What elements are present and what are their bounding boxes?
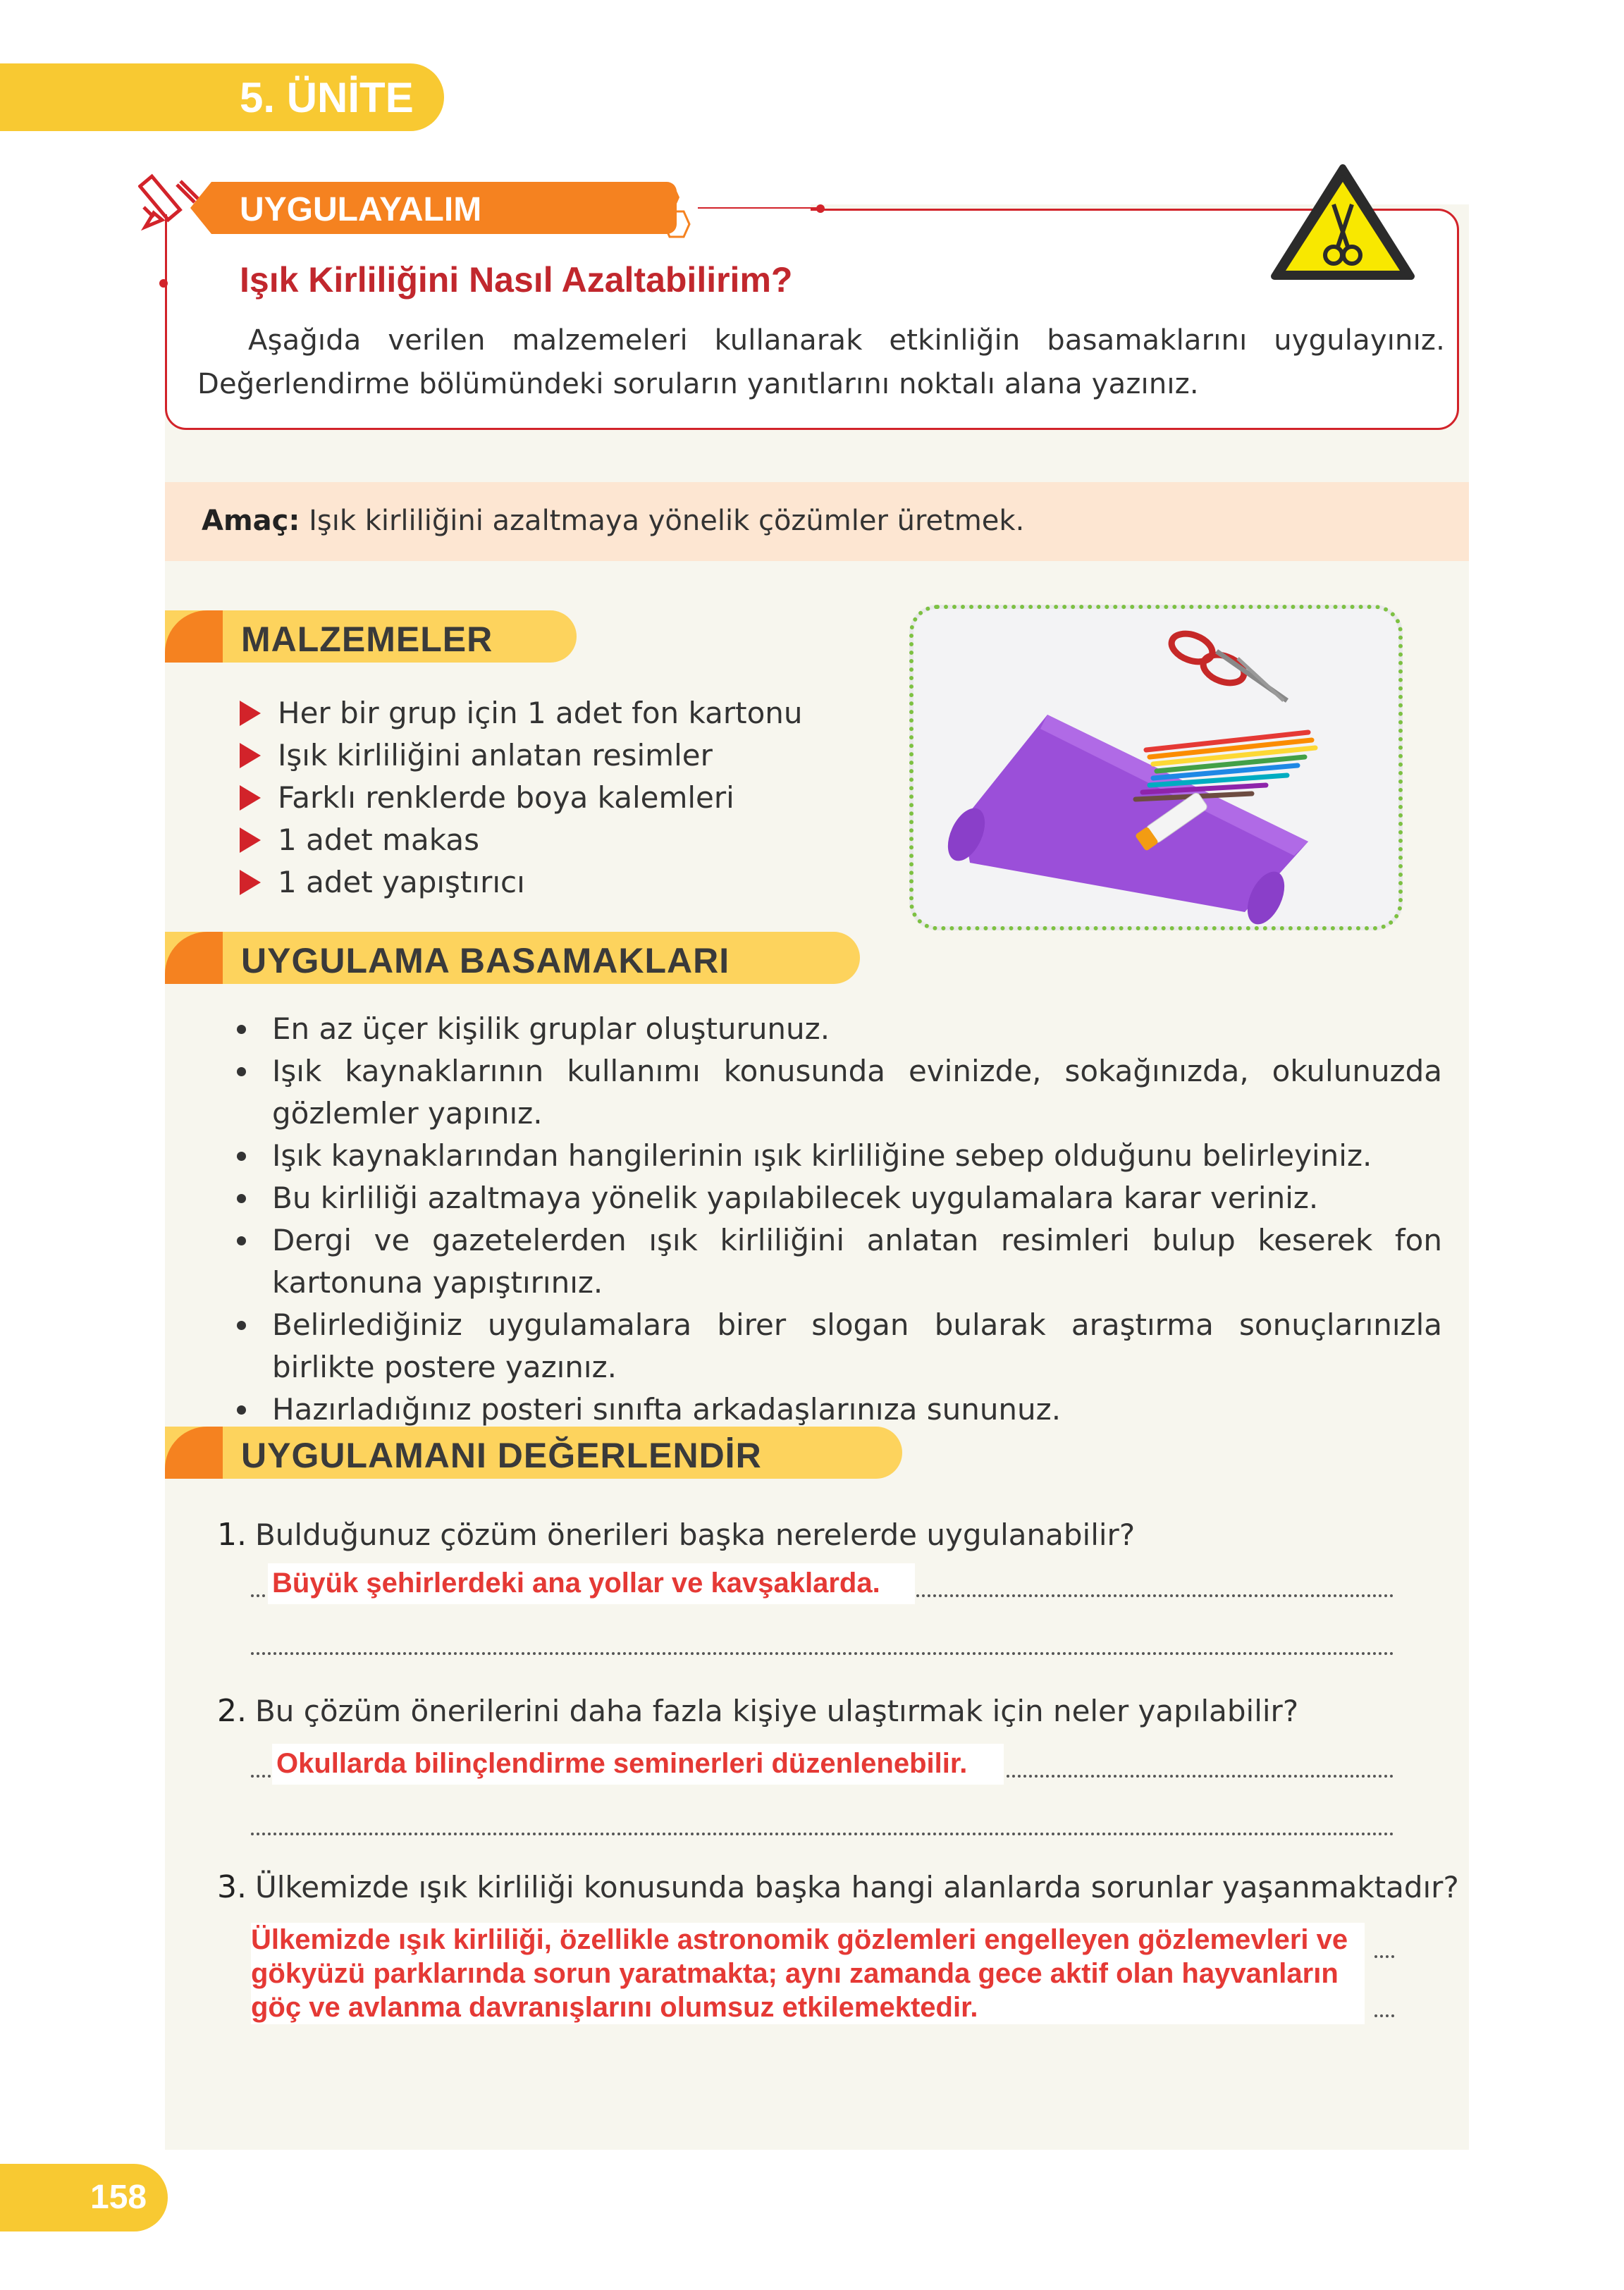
- question-2: [217, 1693, 1298, 1729]
- materials-list: [240, 692, 803, 904]
- answer-1: Büyük şehirlerdeki ana yollar ve kavşaklarda.: [272, 1568, 880, 1599]
- triangle-bullet-icon: [240, 785, 261, 811]
- question-number: 3.: [217, 1869, 247, 1905]
- list-item: Dergi ve gazetelerden ışık kirliliğini anlatan resimleri bulup keserek fon kartonuna yapıştırınız.: [237, 1219, 1442, 1304]
- materials-heading-label: MALZEMELER: [241, 620, 493, 659]
- question-1: [217, 1517, 1135, 1553]
- list-item: Belirlediğiniz uygulamalara birer slogan bularak araştırma sonuçlarınızla birlikte postere yazınız.: [237, 1304, 1442, 1389]
- materials-photo: [909, 605, 1403, 930]
- evaluation-heading: [165, 1427, 902, 1479]
- activity-tag: [211, 182, 677, 234]
- answer-3: Ülkemizde ışık kirliliği, özellikle astronomik gözlemleri engelleyen gözlemevleri ve gökyüzü parklarında sorun yaratmakta; aynı zamanda gece aktif olan hayvanların göç ve avlanma davranışlarını olumsuz etkilemektedir.: [251, 1923, 1365, 2024]
- unit-label: 5. ÜNİTE: [240, 74, 414, 121]
- list-item: Hazırladığınız posteri sınıfta arkadaşlarınıza sununuz.: [237, 1389, 1442, 1431]
- page-number-tab: [0, 2164, 168, 2231]
- steps-list: [237, 1008, 1442, 1431]
- aim-label: Amaç:: [202, 505, 300, 537]
- steps-heading-label: UYGULAMA BASAMAKLARI: [241, 941, 730, 980]
- question-text: Ülkemizde ışık kirliliği konusunda başka hangi alanlarda sorunlar yaşanmaktadır?: [254, 1870, 1459, 1904]
- triangle-bullet-icon: [240, 827, 261, 853]
- question-number: 1.: [217, 1517, 247, 1553]
- question-text: Bu çözüm önerilerini daha fazla kişiye ulaştırmak için neler yapılabilir?: [254, 1694, 1299, 1728]
- evaluation-heading-label: UYGULAMANI DEĞERLENDİR: [241, 1436, 762, 1475]
- list-item: 1 adet yapıştırıcı: [240, 861, 803, 904]
- activity-tag-label: UYGULAYALIM: [240, 191, 482, 228]
- question-3: [217, 1869, 1459, 1905]
- question-number: 2.: [217, 1693, 247, 1729]
- list-item: En az üçer kişilik gruplar oluşturunuz.: [237, 1008, 1442, 1050]
- question-text: Bulduğunuz çözüm önerileri başka nerelerde uygulanabilir?: [254, 1518, 1136, 1552]
- scissors-warning-icon: [1269, 162, 1417, 282]
- aim-text: Işık kirliliğini azaltmaya yönelik çözümler üretmek.: [309, 505, 1025, 537]
- activity-instructions: Aşağıda verilen malzemeleri kullanarak etkinliğin basamaklarını uygulayınız. Değerlendirme bölümündeki soruların yanıtlarını noktalı alana yazınız.: [197, 324, 1445, 400]
- list-item: Her bir grup için 1 adet fon kartonu: [240, 692, 803, 734]
- hexagon-decoration-icon: [653, 183, 681, 211]
- list-item: Işık kaynaklarından hangilerinin ışık kirliliğine sebep olduğunu belirleyiniz.: [237, 1135, 1442, 1177]
- list-item: Bu kirliliği azaltmaya yönelik yapılabilecek uygulamalara karar veriniz.: [237, 1177, 1442, 1219]
- triangle-bullet-icon: [240, 701, 261, 726]
- triangle-bullet-icon: [240, 743, 261, 768]
- answer-line: [251, 1833, 1394, 1835]
- triangle-bullet-icon: [240, 870, 261, 895]
- materials-heading: [165, 610, 577, 663]
- aim: [202, 505, 1024, 537]
- list-item: 1 adet makas: [240, 819, 803, 861]
- page-number: 158: [90, 2179, 147, 2216]
- unit-tab: [0, 63, 444, 131]
- list-item: Farklı renklerde boya kalemleri: [240, 777, 803, 819]
- steps-heading: [165, 932, 860, 984]
- answer-line: [251, 1652, 1394, 1655]
- list-item: Işık kirliliğini anlatan resimler: [240, 734, 803, 777]
- hexagon-decoration-icon: [663, 210, 691, 238]
- activity-title: Işık Kirliliğini Nasıl Azaltabilirim?: [240, 260, 793, 300]
- list-item: Işık kaynaklarının kullanımı konusunda evinizde, sokağınızda, okulunuzda gözlemler yapınız.: [237, 1050, 1442, 1135]
- answer-2: Okullarda bilinçlendirme seminerleri düzenlenebilir.: [276, 1748, 968, 1779]
